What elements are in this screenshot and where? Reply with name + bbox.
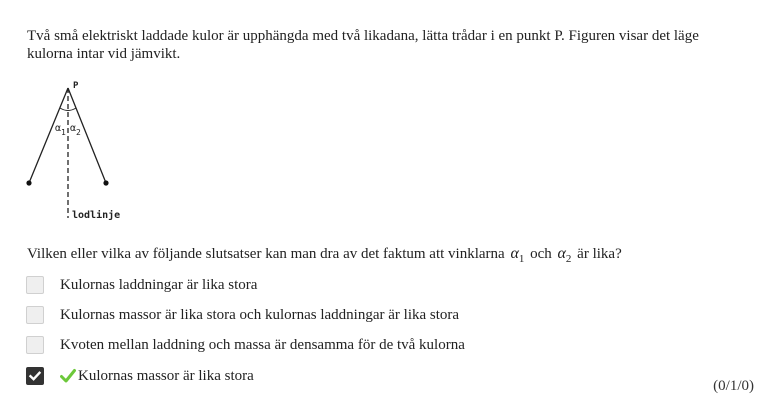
checkbox-unchecked[interactable] (26, 276, 44, 294)
option-label: Kvoten mellan laddning och massa är densamma för de två kulorna (60, 336, 465, 353)
option-label: Kulornas laddningar är lika stora (60, 276, 258, 293)
correct-checkmark-icon (60, 368, 76, 384)
answer-option[interactable] (26, 334, 726, 356)
right-ball (103, 180, 108, 185)
right-thread (68, 88, 106, 183)
score-indicator: (0/1/0) (713, 378, 754, 394)
alpha2-symbol: $\alpha_2$ (557, 245, 572, 266)
question-text: Två små elektriskt laddade kulor är upphängda med två likadana, lätta trådar i en punkt P. Figuren visar det läge kulorna intar vid jämvikt. (27, 28, 699, 62)
question-prompt (27, 245, 727, 268)
checkmark-icon (28, 369, 42, 383)
option-label: Kulornas massor är lika stora och kulornas laddningar är lika stora (60, 306, 460, 323)
checkbox-checked[interactable] (26, 367, 44, 385)
answer-option[interactable] (26, 274, 726, 296)
prompt-text-after: är lika? (577, 246, 622, 262)
answer-option[interactable] (26, 304, 726, 326)
left-ball (26, 180, 31, 185)
option-label: Kulornas massor är lika stora (78, 367, 254, 384)
point-p-label: P (73, 81, 79, 91)
answer-option[interactable] (26, 365, 726, 387)
plumb-line-label: lodlinje (72, 210, 121, 221)
alpha1-symbol: $\alpha_1$ (510, 245, 525, 266)
checkbox-unchecked[interactable] (26, 336, 44, 354)
prompt-text-och: och (530, 246, 552, 262)
checkbox-unchecked[interactable] (26, 306, 44, 324)
prompt-text-before: Vilken eller vilka av följande slutsatser kan man dra av det faktum att vinklarna (27, 246, 505, 262)
pendulum-figure (22, 78, 152, 228)
alpha2-label: $\alpha_2$ (70, 123, 81, 137)
alpha1-label: $\alpha_1$ (55, 123, 66, 137)
